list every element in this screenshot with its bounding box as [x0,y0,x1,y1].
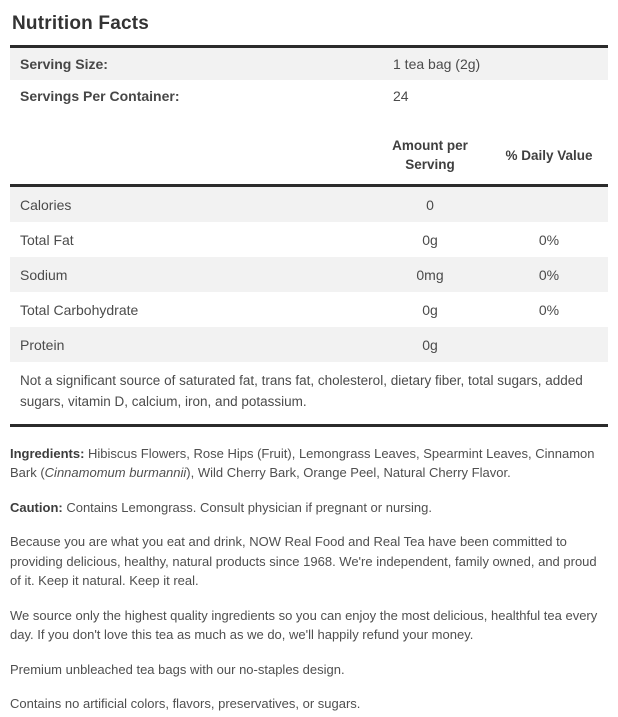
serving-size-row [10,48,608,80]
nutrient-name: Total Fat [20,231,74,248]
ingredients-label: Ingredients: [10,445,85,461]
tea-bag-design-paragraph: Premium unbleached tea bags with our no-staples design. [10,661,345,677]
nutrient-amount: 0 [426,196,434,213]
ingredients-paragraph [10,444,608,483]
caution-text: Contains Lemongrass. Consult physician if pregnant or nursing. [62,499,432,515]
daily-value-header: % Daily Value [505,147,593,163]
table-row-total-fat [10,222,608,257]
not-significant-source-note: Not a significant source of saturated fat, trans fat, cholesterol, dietary fiber, total sugars, added sugars, vitamin D, calcium, iron, and potassium. [10,362,608,427]
amount-per-serving-header: Amount per Serving [392,138,468,172]
table-row-calories [10,187,608,222]
table-header-row [10,132,608,184]
ingredients-text-end: ), Wild Cherry Bark, Orange Peel, Natural Cherry Flavor. [186,465,511,481]
table-row-protein [10,327,608,362]
nutrient-daily-value: 0% [538,266,560,283]
nutrient-amount: 0mg [416,266,444,283]
page-title: Nutrition Facts [12,13,150,34]
nutrient-daily-value: 0% [538,301,560,318]
brand-story-paragraph: Because you are what you eat and drink, NOW Real Food and Real Tea have been committed to providing delicious, healthy, natural products since 1968. We're independent, family owned, and proud of it. Keep it natural. Keep it real. [10,534,597,589]
servings-per-container-label: Servings Per Container: [20,88,180,104]
panel-content [10,0,608,714]
table-row-total-carbohydrate [10,292,608,327]
caution-label: Caution: [10,499,63,515]
caution-paragraph [10,498,608,518]
no-artificial-paragraph: Contains no artificial colors, flavors, preservatives, or sugars. [10,696,361,712]
serving-size-value: 1 tea bag (2g) [393,56,481,72]
servings-per-container-row [10,80,608,112]
serving-size-label: Serving Size: [20,56,108,72]
nutrient-amount: 0g [422,336,438,353]
nutrient-name: Protein [20,336,65,353]
nutrient-amount: 0g [422,301,438,318]
ingredients-text: Hibiscus Flowers, Rose Hips (Fruit), Lemongrass Leaves, Spearmint Leaves, Cinnamon Bark ( [10,445,595,481]
ingredients-latin-name: Cinnamomum burmannii [44,465,187,481]
product-description [10,444,608,714]
nutrient-name: Sodium [20,266,68,283]
nutrient-name: Calories [20,196,72,213]
nutrient-daily-value: 0% [538,231,560,248]
quality-guarantee-paragraph: We source only the highest quality ingredients so you can enjoy the most delicious, healthful tea every day. If you don't love this tea as much as we do, we'll happily refund your money. [10,607,598,643]
nutrient-name: Total Carbohydrate [20,301,139,318]
nutrient-amount: 0g [422,231,438,248]
table-row-sodium [10,257,608,292]
servings-per-container-value: 24 [393,88,409,104]
